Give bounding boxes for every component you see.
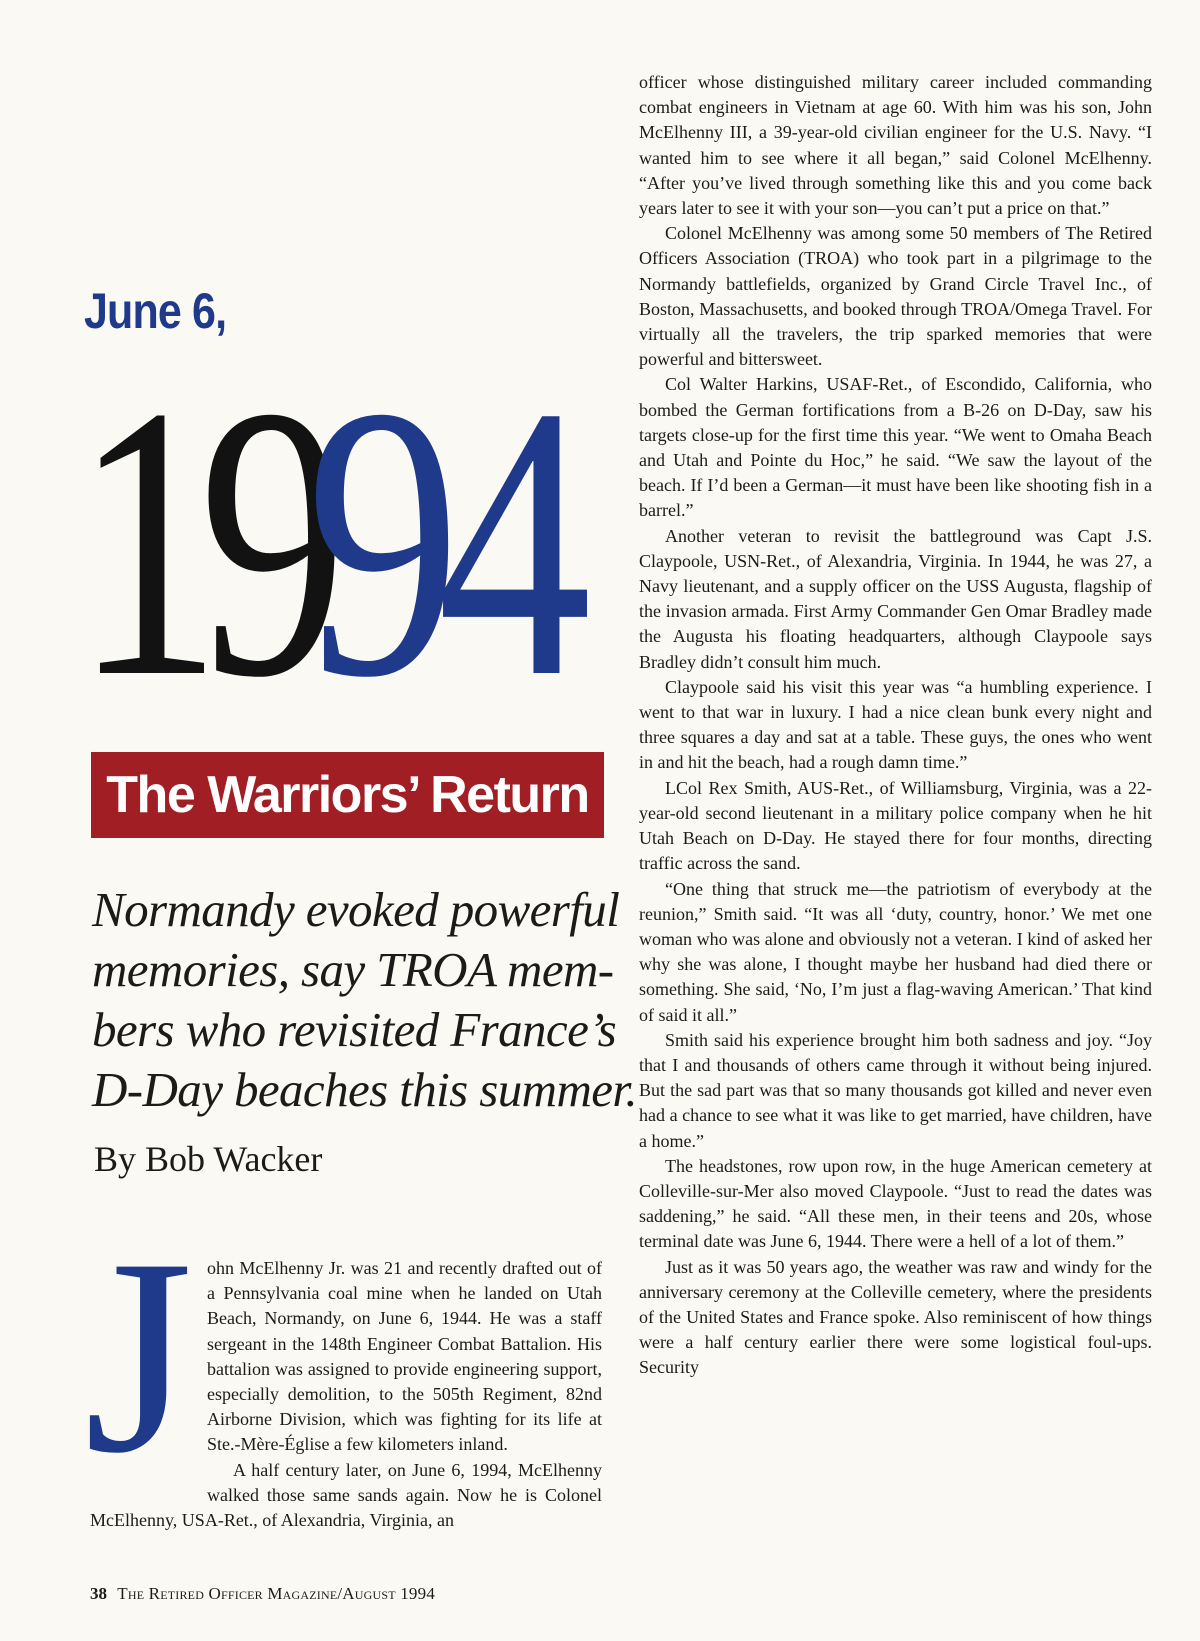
- deck-line: D-Day beaches this summer.: [92, 1062, 638, 1117]
- body-paragraph: Col Walter Harkins, USAF-Ret., of Escondido, California, who bombed the German fortifications from a B-26 on D-Day, saw his targets close-up for the first time this year. “We went to Omaha Beach and Utah and Pointe du Hoc,” he said. “We saw the layout of the beach. If I’d been a German—it must have been like shooting fish in a barrel.”: [639, 374, 1152, 521]
- right-column: [639, 70, 1152, 1381]
- year-graphic: [74, 355, 634, 740]
- page-number: 38: [90, 1584, 107, 1603]
- year-black-digits: 19: [74, 355, 338, 740]
- deck-line: memories, say TROA mem-: [92, 942, 614, 997]
- body-paragraph: Claypoole said his visit this year was “a humbling experience. I went to that war in luxury. I had a nice clean bunk every night and three squares a day and sat at a table. These guys, the ones who went in and hit the beach, had a rough damn time.”: [639, 676, 1152, 773]
- body-paragraph: Smith said his experience brought him both sadness and joy. “Joy that I and thousands of others came through it without being injured. But the sad part was that so many thousands got killed and never even had a chance to see what it was like to get married, have children, have a home.”: [639, 1029, 1152, 1151]
- body-paragraph: A half century later, on June 6, 1994, McElhenny walked those same sands again. Now he is Colonel McElhenny, USA-Ret., of Alexandria, Virginia, an: [90, 1459, 602, 1531]
- magazine-credit: The Retired Officer Magazine/August 1994: [117, 1584, 436, 1603]
- headline-year: [74, 355, 634, 740]
- deck-line: bers who revisited France’s: [92, 1002, 617, 1057]
- body-paragraph: The headstones, row upon row, in the huge American cemetery at Colleville-sur-Mer also moved Claypoole. “Just to read the dates was saddening,” he said. “All these men, in their teens and 20s, whose terminal date was June 6, 1944. There were a hell of a lot of them.”: [639, 1155, 1152, 1252]
- page-footer: [90, 1584, 435, 1604]
- headline-kicker: June 6,: [84, 283, 227, 339]
- body-paragraph: officer whose distinguished military career included commanding combat engineers in Vietnam at age 60. With him was his son, John McElhenny III, a 39-year-old civilian engineer for the U.S. Navy. “I wanted him to see where it all began,” said Colonel McElhenny. “After you’ve lived through something like this and you come back years later to see it with your son—you can’t put a price on that.”: [639, 72, 1152, 219]
- year-blue-digits: 94: [306, 355, 587, 740]
- body-paragraph: Colonel McElhenny was among some 50 members of The Retired Officers Association (TROA) who took part in a pilgrimage to the Normandy battlefields, organized by Grand Circle Travel Inc., of Boston, Massachusetts, and booked through TROA/Omega Travel. For virtually all the travelers, the trip sparked memories that were powerful and bittersweet.: [639, 223, 1152, 370]
- banner-title: The Warriors’ Return: [106, 766, 589, 824]
- paragraph-text: ohn McElhenny Jr. was 21 and recently drafted out of a Pennsylvania coal mine when he landed on Utah Beach, Normandy, on June 6, 1944. He was a staff sergeant in the 148th Engineer Combat Battalion. His battalion was assigned to provide engineering support, especially demolition, to the 505th Regiment, 82nd Airborne Division, which was fighting for its life at Ste.-Mère-Église a few kilometers inland.: [206, 1258, 602, 1455]
- body-paragraph: LCol Rex Smith, AUS-Ret., of Williamsburg, Virginia, was a 22-year-old second lieutenant in a military police company when he hit Utah Beach on D-Day. He stayed there for four months, directing traffic across the sand.: [639, 777, 1152, 874]
- deck: [92, 880, 638, 1120]
- body-paragraph: Another veteran to revisit the battleground was Capt J.S. Claypoole, USN-Ret., of Alexandria, Virginia. In 1944, he was 27, a Navy lieutenant, and a supply officer on the USS Augusta, flagship of the invasion armada. First Army Commander Gen Omar Bradley made the Augusta his floating headquarters, although Claypoole says Bradley didn’t consult him much.: [639, 525, 1152, 672]
- left-column: [84, 1200, 602, 1533]
- title-banner: [91, 752, 604, 838]
- body-paragraph: “One thing that struck me—the patriotism of everybody at the reunion,” Smith said. “It was all ‘duty, country, honor.’ We met one woman who was alone and obviously not a veteran. I kind of asked her why she was alone, I thought maybe her husband had died there or something. She said, ‘No, I’m just a flag-waving American.’ That kind of said it all.”: [639, 878, 1152, 1025]
- body-paragraph: Just as it was 50 years ago, the weather was raw and windy for the anniversary ceremony at the Colleville cemetery, where the presidents of the United States and France spoke. Also reminiscent of how things were a half century earlier there were some logistical foul-ups. Security: [639, 1256, 1152, 1378]
- drop-cap: J: [84, 1200, 193, 1511]
- deck-line: Normandy evoked powerful: [92, 882, 620, 937]
- byline: By Bob Wacker: [94, 1139, 323, 1179]
